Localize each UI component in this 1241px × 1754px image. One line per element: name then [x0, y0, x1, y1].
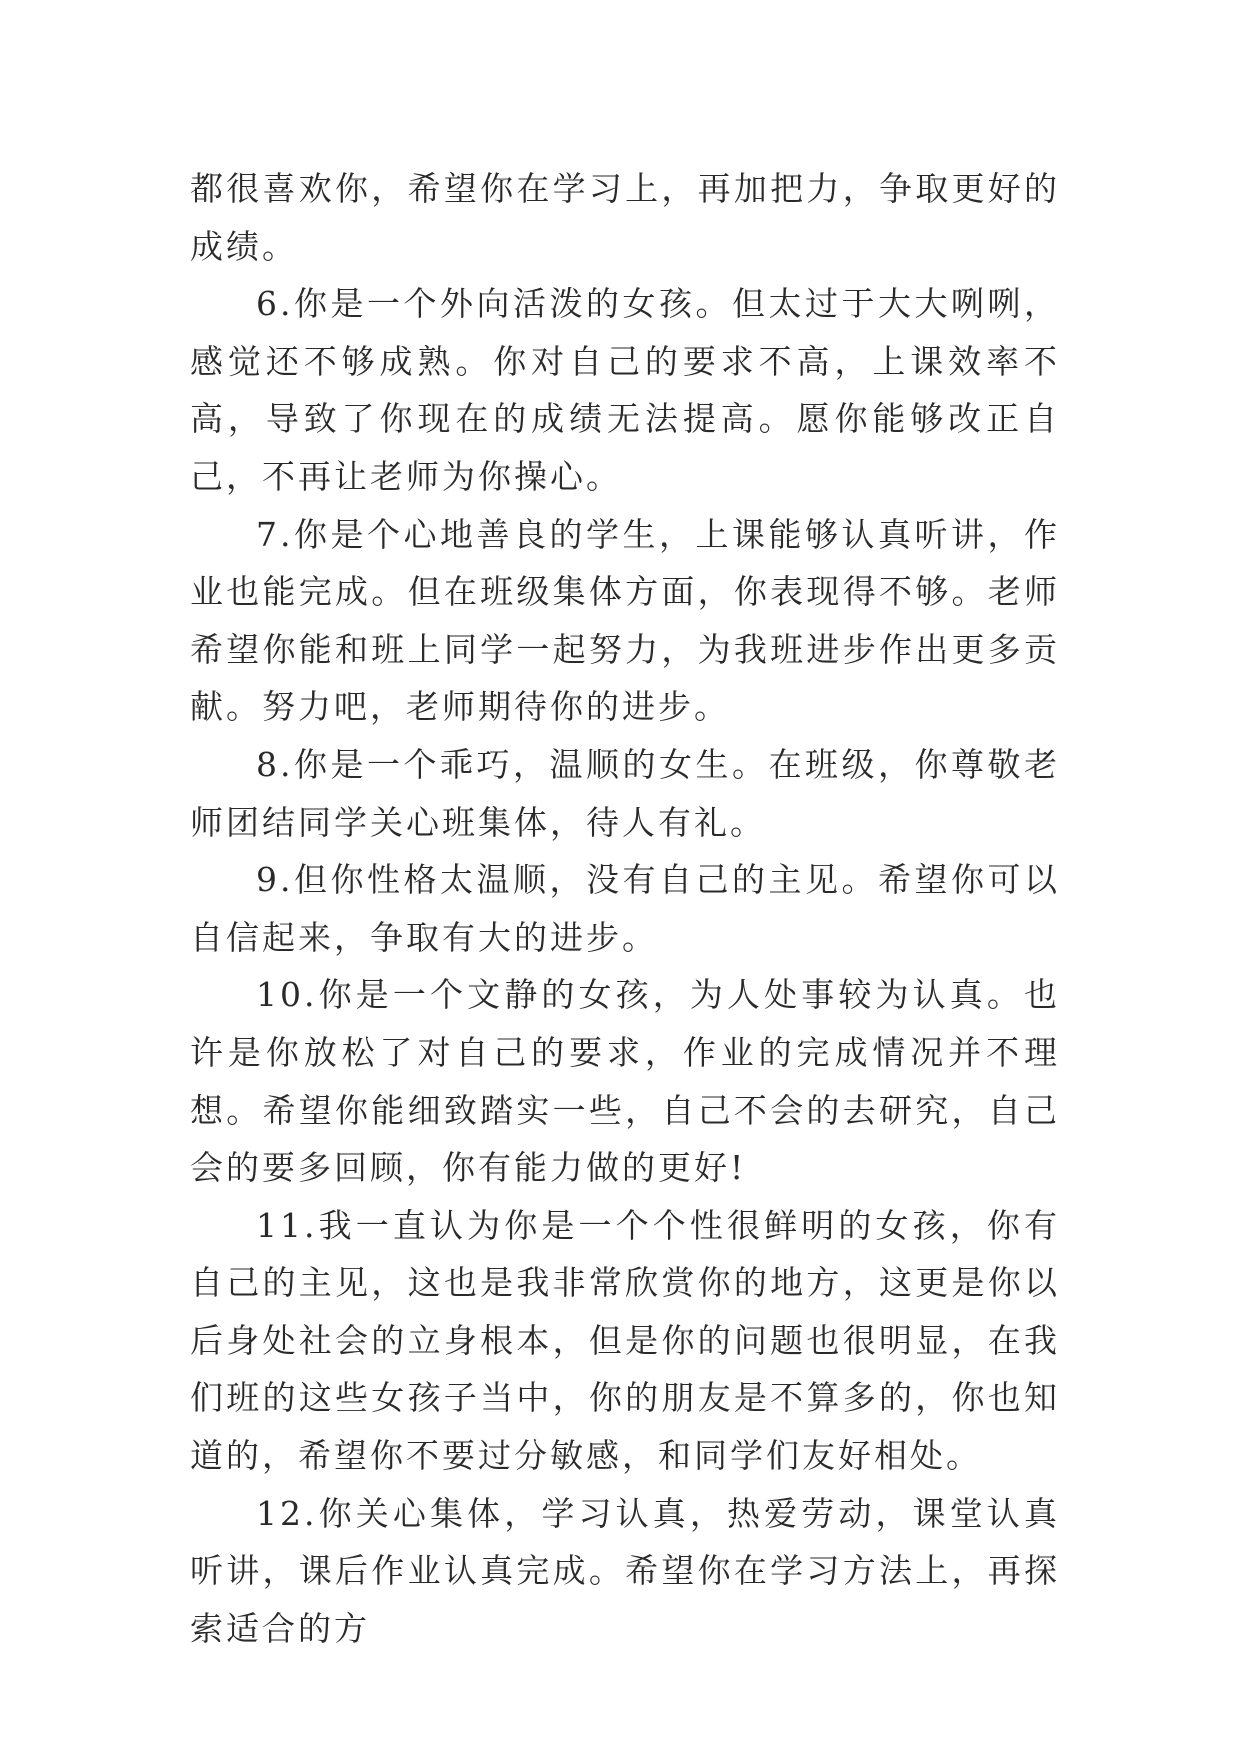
paragraph-item-11: 11.我一直认为你是一个个性很鲜明的女孩，你有自己的主见，这也是我非常欣赏你的地方，这更是你以后身处社会的立身根本，但是你的问题也很明显，在我们班的这些女孩子当中，你的朋友是不算多的，你也知道的，希望你不要过分敏感，和同学们友好相处。 [190, 1205, 1060, 1476]
paragraph-item-6: 6.你是一个外向活泼的女孩。但太过于大大咧咧，感觉还不够成熟。你对自己的要求不高，上课效率不高，导致了你现在的成绩无法提高。愿你能够改正自己，不再让老师为你操心。 [190, 284, 1060, 496]
paragraph-item-8: 8.你是一个乖巧，温顺的女生。在班级，你尊敬老师团结同学关心班集体，待人有礼。 [190, 744, 1060, 842]
paragraph-item-9: 9.但你性格太温顺，没有自己的主见。希望你可以自信起来，争取有大的进步。 [190, 860, 1060, 957]
paragraph-item-10: 10.你是一个文静的女孩，为人处事较为认真。也许是你放松了对自己的要求，作业的完成情况并不理想。希望你能细致踏实一些，自己不会的去研究，自己会的要多回顾，你有能力做的更好! [190, 975, 1060, 1188]
paragraph-item-7: 7.你是个心地善良的学生，上课能够认真听讲，作业也能完成。但在班级集体方面，你表现得不够。老师希望你能和班上同学一起努力，为我班进步作出更多贡献。努力吧，老师期待你的进步。 [190, 514, 1060, 727]
document-body [190, 160, 1060, 1657]
paragraph-item-12: 12.你关心集体，学习认真，热爱劳动，课堂认真听讲，课后作业认真完成。希望你在学习方法上，再探索适合的方 [190, 1493, 1060, 1648]
paragraph-continuation: 都很喜欢你，希望你在学习上，再加把力，争取更好的成绩。 [190, 169, 1060, 266]
